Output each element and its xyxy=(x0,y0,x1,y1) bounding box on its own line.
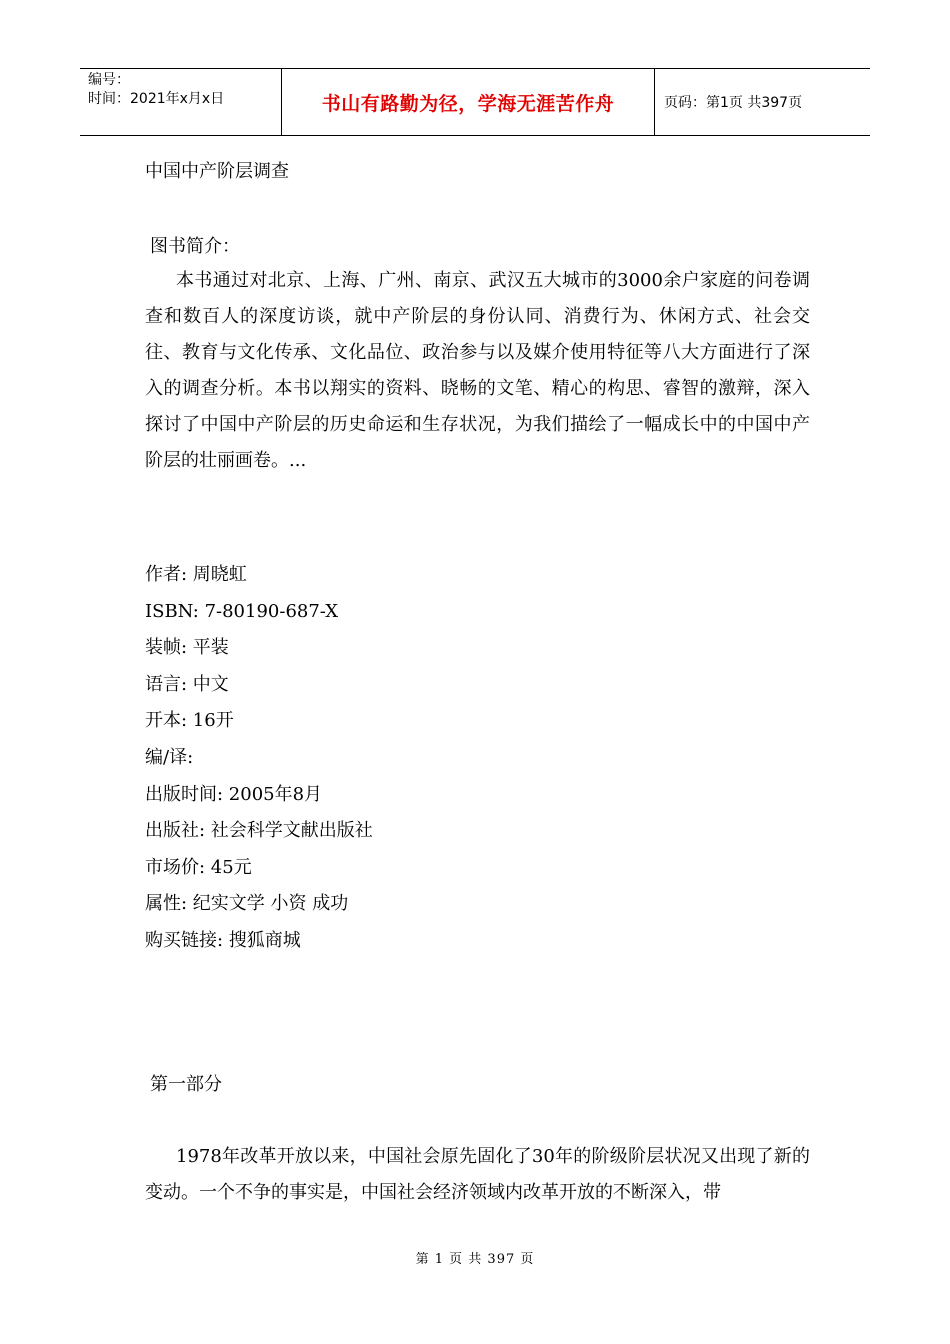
page-footer: 第 1 页 共 397 页 xyxy=(415,1252,535,1267)
info-format: 开本: 16开 xyxy=(145,710,234,732)
intro-section xyxy=(145,263,810,479)
motto-text: 书山有路勤为径，学海无涯苦作舟 xyxy=(321,92,615,115)
info-binding: 装帧: 平装 xyxy=(145,637,229,659)
doc-time-label: 时间：2021年x月x日 xyxy=(88,91,225,107)
header-meta-cell xyxy=(80,69,281,135)
info-isbn: ISBN: 7-80190-687-X xyxy=(145,600,339,622)
info-publish-date: 出版时间: 2005年8月 xyxy=(145,783,323,805)
doc-title: 中国中产阶层调查 xyxy=(145,161,289,182)
part-heading: 第一部分 xyxy=(150,1074,222,1095)
info-publisher: 出版社: 社会科学文献出版社 xyxy=(145,820,373,842)
info-translator: 编/译: xyxy=(145,746,194,768)
info-purchase-link: 购买链接: 搜狐商城 xyxy=(145,929,301,951)
info-price: 市场价: 45元 xyxy=(145,856,252,878)
header-page-cell xyxy=(655,69,870,135)
intro-paragraph: 本书通过对北京、上海、广州、南京、武汉五大城市的3000余户家庭的问卷调查和数百人的深度访谈，就中产阶层的身份认同、消费行为、休闲方式、社会交往、教育与文化传承、文化品位、政治参与以及媒介使用特征等八大方面进行了深入的调查分析。本书以翔实的资料、晓畅的文笔、精心的构思、睿智的激辩，深入探讨了中国中产阶层的历史命运和生存状况，为我们描绘了一幅成长中的中国中产阶层的壮丽画卷。... xyxy=(145,270,810,471)
header-table xyxy=(80,68,870,136)
part-paragraph: 1978年改革开放以来，中国社会原先固化了30年的阶级阶层状况又出现了新的变动。一个不争的事实是，中国社会经济领域内改革开放的不断深入，带 xyxy=(145,1146,810,1203)
info-author: 作者: 周晓虹 xyxy=(145,564,247,585)
part-section xyxy=(145,1139,810,1211)
info-tags: 属性: 纪实文学 小资 成功 xyxy=(145,893,349,915)
header-page-label: 页码：第1页 共397页 xyxy=(664,95,803,111)
book-info-list xyxy=(145,557,373,960)
header-motto-cell xyxy=(281,69,655,135)
intro-heading: 图书简介： xyxy=(150,236,240,257)
info-language: 语言: 中文 xyxy=(145,673,229,695)
doc-number-label: 编号： xyxy=(88,72,130,88)
